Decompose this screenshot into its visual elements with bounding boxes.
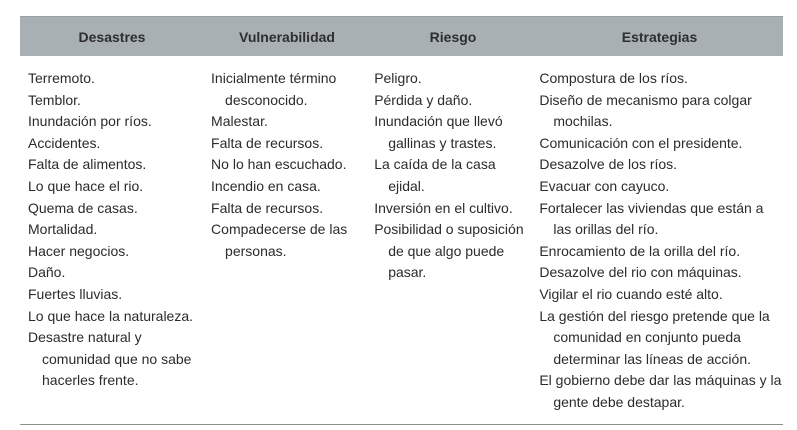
header-estrategias: Estrategias — [621, 28, 698, 45]
list-item: Inundación por ríos. — [28, 113, 152, 130]
list-item: Compadecerse de las personas. — [211, 221, 348, 259]
list-item: Falta de recursos. — [211, 199, 324, 216]
list-item: Hacer negocios. — [28, 242, 130, 259]
table-header — [20, 16, 783, 56]
list-item: Falta de alimentos. — [28, 156, 147, 173]
list-item: Incendio en casa. — [211, 177, 321, 194]
list-item: Posibilidad o suposición de que algo puede pasar. — [374, 221, 524, 281]
list-item: Lo que hace la naturaleza. — [28, 307, 194, 324]
list-item: Terremoto. — [28, 70, 95, 86]
data-table — [20, 16, 783, 425]
list-item: Inversión en el cultivo. — [374, 199, 513, 216]
list-item: La caída de la casa ejidal. — [374, 156, 496, 194]
header-desastres: Desastres — [78, 28, 146, 45]
list-item: Diseño de mecanismo para colgar mochilas. — [539, 91, 752, 130]
column-desastres — [20, 68, 203, 414]
list-item: Compostura de los ríos. — [539, 70, 688, 86]
list-item: Temblor. — [28, 91, 81, 108]
list-item: Enrocamiento de la orilla del río. — [539, 242, 741, 259]
list-item: Vigilar el rio cuando esté alto. — [539, 285, 723, 302]
list-item: Quema de casas. — [28, 199, 138, 216]
header-vulnerabilidad: Vulnerabilidad — [239, 28, 335, 45]
list-item: Inundación que llevó gallinas y trastes. — [374, 113, 503, 151]
list-item: Inicialmente término desconocido. — [211, 70, 337, 108]
list-item: Fortalecer las viviendas que están a las orillas del río. — [539, 199, 764, 238]
list-item: Falta de recursos. — [211, 134, 324, 151]
list-item: Fuertes lluvias. — [28, 285, 123, 302]
list-item: Daño. — [28, 264, 66, 281]
list-item: La gestión del riesgo pretende que la comunidad en conjunto pueda determinar las líneas de acción. — [539, 307, 770, 367]
list-item: Peligro. — [374, 70, 422, 86]
list-item: Desazolve del rio con máquinas. — [539, 264, 742, 281]
list-item: Desazolve de los ríos. — [539, 156, 678, 173]
header-riesgo: Riesgo — [429, 28, 477, 45]
list-item: Mortalidad. — [28, 221, 98, 238]
list-item: El gobierno debe dar las máquinas y la gente debe destapar. — [539, 372, 782, 410]
list-item: Pérdida y daño. — [374, 91, 473, 108]
column-vulnerabilidad — [203, 68, 368, 414]
list-item: Malestar. — [211, 113, 268, 130]
column-estrategias — [533, 68, 783, 414]
table-body — [20, 56, 783, 425]
list-item: Lo que hace el rio. — [28, 177, 144, 194]
list-item: Desastre natural y comunidad que no sabe hacerles frente. — [28, 329, 192, 389]
list-item: Evacuar con cayuco. — [539, 177, 670, 194]
list-item: Accidentes. — [28, 134, 101, 151]
column-riesgo — [368, 68, 533, 414]
list-item: No lo han escuchado. — [211, 156, 347, 173]
list-item: Comunicación con el presidente. — [539, 134, 743, 151]
